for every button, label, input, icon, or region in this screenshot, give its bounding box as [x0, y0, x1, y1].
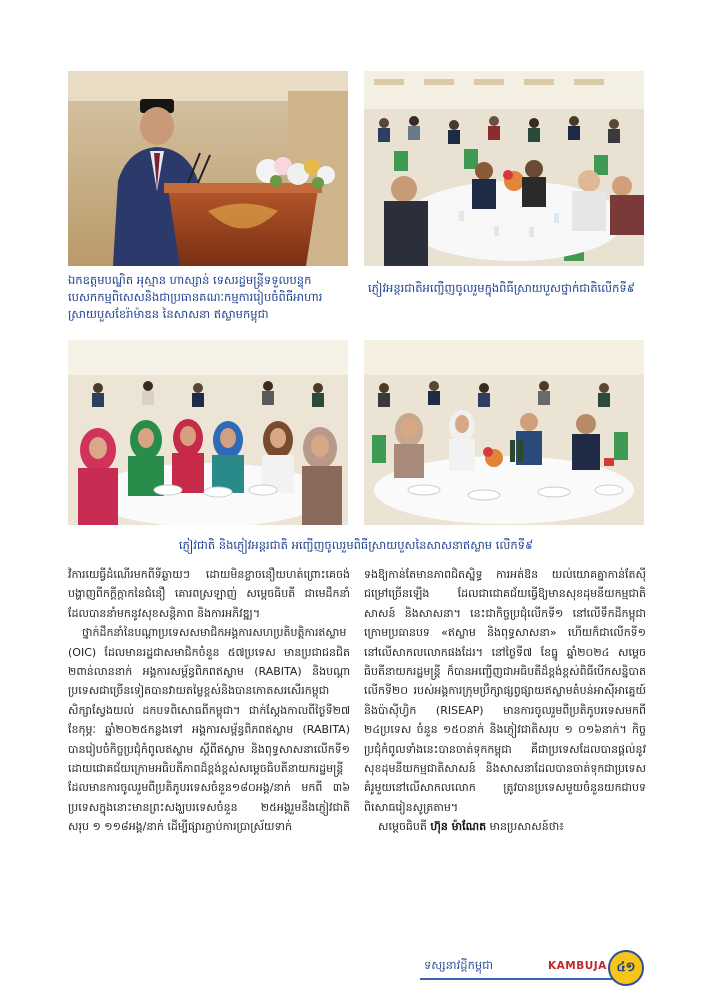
photo-speaker-at-podium — [68, 71, 348, 266]
photo-national-guests-women — [68, 340, 348, 525]
page-footer — [0, 952, 712, 1000]
caption-photo-international-guests: ភ្ញៀវអន្តរជាតិអញ្ជើញចូលរួមក្នុងពិធីស្រាយបួសថ្នាក់ជាតិលើកទី៩ — [368, 281, 635, 295]
magazine-title: ទស្សនាវដ្តីកម្ពុជា — [424, 958, 494, 972]
page-number-badge: ៤១ — [608, 950, 644, 986]
body-left-paragraph-2: ថ្នាក់ដឹកនាំនៃបណ្តាប្រទេសសមាជិកអង្គការសហប្រតិបត្តិការឥស្លាម (OIC) ដែលមានរដ្ឋជាសមាជិកចំនួន ៥៧ប្រទេស មានប្រជាជនជិត ២ពាន់លាននាក់ អង្គការសម្ព័ន្ធពិភពឥស្លាម (RABITA) និងបណ្តាប្រទេសជាច្រើនទៀតបានវាយតម្លៃខ្ពស់និងបានកោតសរសើរកម្ពុជា សិក្សាស្វែងយល់ ដកបទពិសោធពីកម្ពុជា។ ជាក់ស្តែងកាលពីថ្ងៃទី២៧ ខែកុម្ភៈ ឆ្នាំ២០២៥កន្លងទៅ អង្គការសម្ព័ន្ធពិភពឥស្លាម (RABITA) បានរៀបចំកិច្ចប្រជុំកំពូលឥស្លាម ស្តីពីឥស្លាម និងពុទ្ធសាសនាលើកទី១ ដោយជោគជ័យក្រោមអធិបតីភាពដ៏ខ្ពង់ខ្ពស់សម្តេចធិបតីនាយករដ្ឋមន្ត្រី ដែលមានការចូលរួមពីប្រតិភូបរទេសចំនួន១៨០អង្គ/នាក់ មកពី ៣៦ ប្រទេសក្នុងនោះមានព្រះសង្ឃបរទេសចំនួន ២៥អង្គរួមនឹងភ្ញៀវជាតិសរុប ១ ១១៨អង្គ/នាក់ ដើម្បីផ្សារភ្ជាប់ការប្រាស្រ័យទាក់ — [68, 626, 350, 834]
photo-international-guests-table — [364, 340, 644, 525]
photo-international-guests — [364, 71, 644, 266]
caption-photo-speaker: ឯកឧត្តមបណ្ឌិត អុស្មាន ហាស្សាន់ ទេសរដ្ឋមន្ត្រីទទួលបន្ទុកបេសកកម្មពិសេសនិងជាប្រធានគណៈកម្មការរៀបចំពិធីអាហារស្រាយបួសខែរ៉ាម៉ាឌន នៃសាសនា ឥស្លាមកម្ពុជា — [68, 273, 323, 321]
body-column-left — [68, 565, 350, 942]
magazine-brand: KAMBUJA — [548, 960, 607, 972]
body-column-right — [364, 565, 646, 942]
body-right-last-line — [364, 817, 646, 836]
body-right-paragraph-1: ទងឱ្យកាន់តែមានភាពជិតស្និទ្ធ ការអត់ឱន យល់យោគគ្នាកាន់តែស៊ីជម្រៅច្រើនឡើង ដែលជាជោគជ័យធ្វើឱ្យមានសុខដុមនីយកម្មជាតិសាសន៍ និងសាសនា។ នេះជាកិច្ចប្រជុំលើកទី១ នៅលើទឹកដីកម្ពុជា ក្រោមប្រធានបទ «ឥស្លាម និងពុទ្ធសាសនា» ហើយក៏ជាលើកទី១ នៅលើសាកលលោកផងដែរ។ នៅថ្ងៃទី៧ ខែធ្នូ ឆ្នាំ២០២៤ សម្តេចធិបតីនាយករដ្ឋមន្ត្រី ក៏បានអញ្ជើញជាអធិបតីដ៏ខ្ពង់ខ្ពស់ពិធីបើកសន្និបាតលើកទី២០ របស់អង្គការក្រុមប្រឹក្សាផ្សព្វផ្សាយឥស្លាមតំបន់អាស៊ីអាគ្នេយ៍ និងប៉ាស៊ីហ្វិក (RISEAP) មានការចូលរួមពីប្រតិភូបរទេសមកពី ២៤ប្រទេស ចំនួន ១៥០នាក់ និងភ្ញៀវជាតិសរុប ១ ០១៦នាក់។ កិច្ចប្រជុំកំពូលទាំងនេះបានចាត់ទុកកម្ពុជា គឺជាប្រទេសដែលបានផ្តល់នូវសុខដុមនីយកម្មជាតិសាសន៍ និងសាសនាដែលបានចាត់ទុកជាប្រទេសគំរូមួយនៅលើសាកលលោក ត្រូវបានប្រទេសមួយចំនួនយកជាបទពិសោធរៀនសូត្រតាម។ — [364, 568, 646, 814]
footer-rule — [420, 978, 620, 980]
last-line-suffix: មានប្រសាសន៍ថា៖ — [486, 820, 565, 834]
last-line-prefix: សម្តេចធិបតី — [378, 820, 427, 834]
body-left-paragraph-1: វិការយេធ្វីដំណើរមកពីទីឆ្ងាយៗ ដោយមិនខ្លាចនឿយហត់ព្រោះគេចង់បង្ហាញពីកក្តីក្តាកនៃជំនឿ គោរពស្រឡាញ់ សម្តេចធិបតី ជាមេដឹកនាំ ដែលបាននាំមកនូវសុខសន្តិភាព និងការអភិវឌ្ឍ។ — [68, 568, 350, 620]
prime-minister-name: ហ៊ុន ម៉ាណែត — [430, 820, 487, 834]
caption-photos-national-international: ភ្ញៀវជាតិ និងភ្ញៀវអន្តរជាតិ អញ្ជើញចូលរួមពិធីស្រាយបួសនៃសាសនាឥស្លាម លើកទី៩ — [178, 538, 534, 552]
